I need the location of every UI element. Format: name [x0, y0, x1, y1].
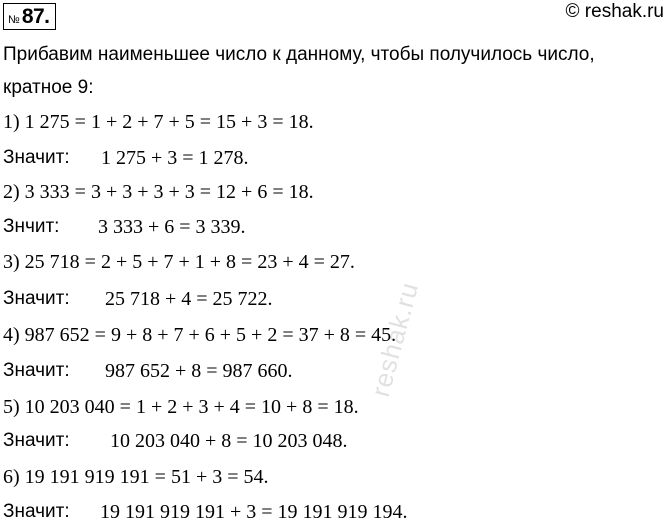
result-label: Значит: — [3, 288, 70, 309]
intro-line-2: кратное 9: — [3, 77, 94, 98]
equation-line-3 — [3, 250, 355, 275]
equation-line-1 — [3, 110, 314, 135]
equation-line-4 — [3, 323, 396, 348]
equation-text: 6) 19 191 919 191 = 51 + 3 = 54. — [3, 466, 269, 488]
result-line-3 — [3, 287, 273, 311]
result-label: Значит: — [3, 360, 70, 381]
result-text: 25 718 + 4 = 25 722. — [105, 288, 273, 310]
result-label: Значит: — [3, 501, 70, 522]
equation-text: 3) 25 718 = 2 + 5 + 7 + 1 + 8 = 23 + 4 = 27. — [3, 251, 355, 273]
equation-line-2 — [3, 180, 314, 205]
result-line-4 — [3, 359, 293, 383]
intro-line-1: Прибавим наименьшее число к данному, чтобы получилось число, — [3, 44, 595, 65]
problem-number-badge — [3, 3, 56, 30]
equation-text: 5) 10 203 040 = 1 + 2 + 3 + 4 = 10 + 8 = 18. — [3, 396, 359, 418]
result-line-6 — [3, 500, 408, 524]
result-label: Значит: — [3, 147, 70, 168]
result-line-5 — [3, 429, 348, 453]
equation-line-6 — [3, 465, 269, 490]
result-line-1 — [3, 146, 249, 170]
result-line-2 — [3, 215, 246, 239]
equation-line-5 — [3, 395, 359, 420]
result-text: 1 275 + 3 = 1 278. — [101, 147, 249, 169]
watermark: reshak.ru — [365, 278, 425, 400]
result-label: Значит: — [3, 430, 70, 451]
result-text: 987 652 + 8 = 987 660. — [105, 360, 293, 382]
result-label: Знчит: — [3, 216, 60, 237]
equation-text: 4) 987 652 = 9 + 8 + 7 + 6 + 5 + 2 = 37 + 8 = 45. — [3, 324, 397, 346]
result-text: 19 191 919 191 + 3 = 19 191 919 194. — [100, 501, 408, 523]
number-sign: № — [8, 14, 20, 26]
site-credit: © reshak.ru — [565, 1, 664, 22]
result-text: 3 333 + 6 = 3 339. — [98, 216, 246, 238]
result-text: 10 203 040 + 8 = 10 203 048. — [110, 430, 348, 452]
equation-text: 1) 1 275 = 1 + 2 + 7 + 5 = 15 + 3 = 18. — [3, 111, 314, 133]
problem-number: 87. — [21, 5, 50, 28]
equation-text: 2) 3 333 = 3 + 3 + 3 + 3 = 12 + 6 = 18. — [3, 181, 314, 203]
